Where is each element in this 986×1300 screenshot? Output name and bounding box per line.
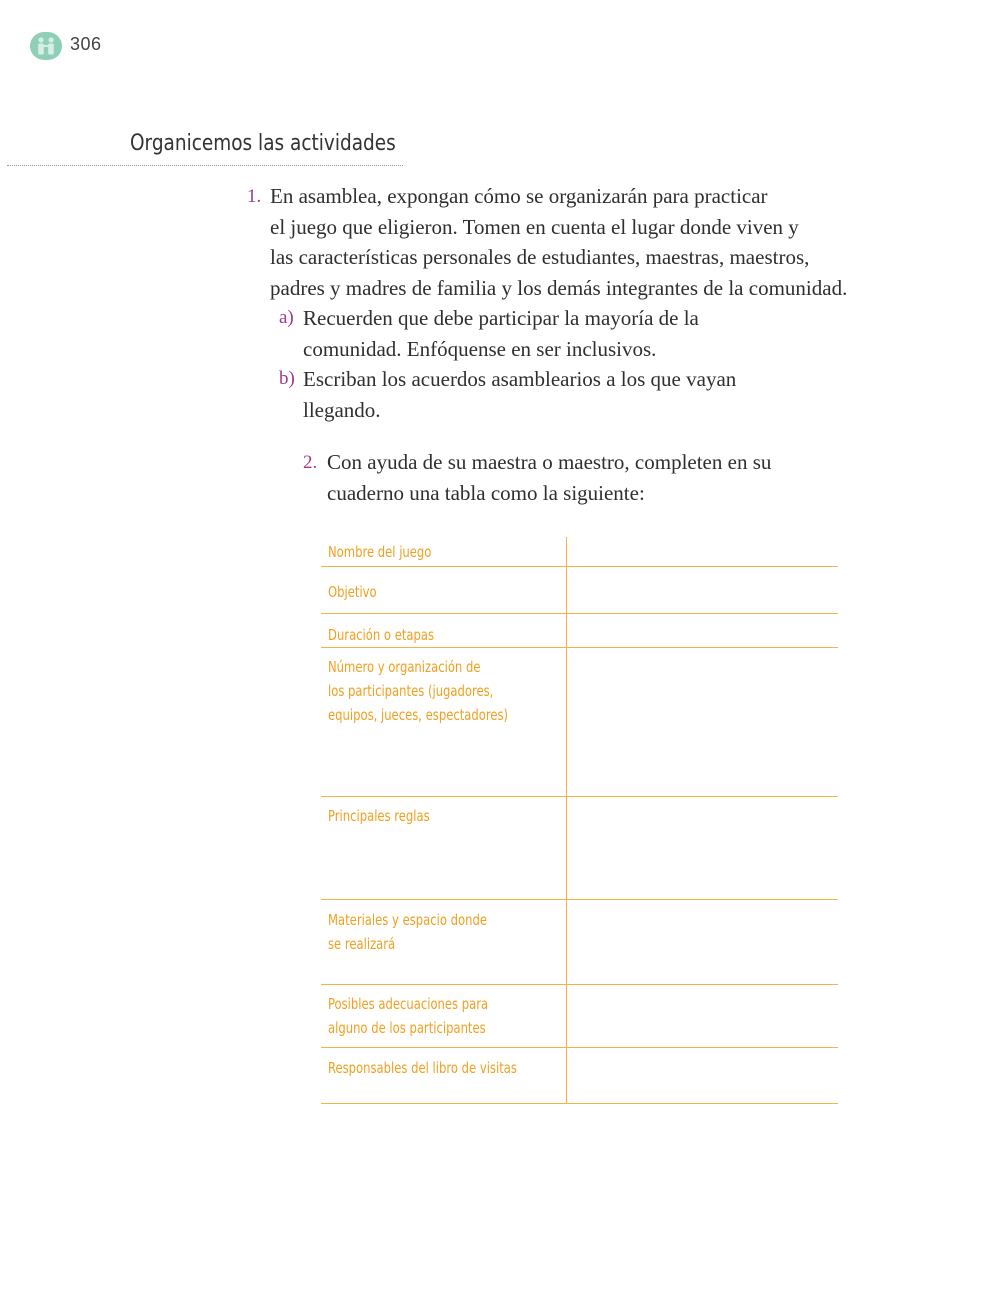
table-row-divider xyxy=(321,899,838,900)
row-label-line: Duración o etapas xyxy=(328,626,435,644)
row-label-line: Materiales y espacio donde xyxy=(328,911,487,929)
item-text-line: Con ayuda de su maestra o maestro, completen en su xyxy=(327,450,772,474)
item-text-line: cuaderno una tabla como la siguiente: xyxy=(327,480,645,505)
table-row-divider xyxy=(321,613,838,614)
title-divider xyxy=(7,165,403,166)
item-text-line: En asamblea, expongan cómo se organizarán para practicar xyxy=(270,184,768,208)
instruction-item-1 xyxy=(247,181,887,425)
row-label-nombre-del-juego xyxy=(328,540,556,564)
table-row-divider xyxy=(321,796,838,797)
row-label-line: Objetivo xyxy=(328,583,377,601)
row-label-line: Responsables del libro de visitas xyxy=(328,1059,517,1077)
subitem-b xyxy=(279,364,887,425)
instruction-item-2 xyxy=(303,447,823,508)
row-label-line: Posibles adecuaciones para xyxy=(328,995,489,1013)
item-number: 2. xyxy=(303,452,318,473)
table-column-divider xyxy=(566,537,567,1104)
people-icon xyxy=(35,36,57,56)
row-label-duracion xyxy=(328,623,556,647)
table-row-divider xyxy=(321,647,838,648)
row-label-adecuaciones xyxy=(328,992,556,1040)
page-number: 306 xyxy=(70,34,102,54)
subitem-letter: a) xyxy=(279,307,294,328)
item-number: 1. xyxy=(247,186,262,207)
subitem-a xyxy=(279,303,887,364)
table-row-divider xyxy=(321,984,838,985)
subitem-text-line: Recuerden que debe participar la mayoría de la xyxy=(303,306,699,330)
row-label-reglas xyxy=(328,804,556,828)
row-label-line: Nombre del juego xyxy=(328,543,432,561)
row-label-responsables xyxy=(328,1056,556,1080)
row-label-line: Principales reglas xyxy=(328,807,430,825)
subitem-text-line: llegando. xyxy=(303,397,381,422)
row-label-line: Número y organización de xyxy=(328,658,481,676)
item-text-line: las características personales de estudiantes, maestras, maestros, xyxy=(270,245,810,269)
row-label-line: alguno de los participantes xyxy=(328,1019,486,1037)
table-row-divider xyxy=(321,566,838,567)
item-text-line: padres y madres de familia y los demás integrantes de la comunidad. xyxy=(270,275,848,300)
item-text-line: el juego que eligieron. Tomen en cuenta el lugar donde viven y xyxy=(270,214,799,239)
row-label-line: los participantes (jugadores, xyxy=(328,682,494,700)
page-badge xyxy=(30,32,62,60)
subitem-letter: b) xyxy=(279,368,295,389)
table-row-divider xyxy=(321,1047,838,1048)
row-label-line: equipos, jueces, espectadores) xyxy=(328,706,509,724)
section-title: Organicemos las actividades xyxy=(130,131,396,156)
row-label-materiales xyxy=(328,908,556,956)
row-label-participantes xyxy=(328,655,556,727)
subitem-text-line: Escriban los acuerdos asamblearios a los que vayan xyxy=(303,367,737,391)
row-label-line: se realizará xyxy=(328,935,396,953)
subitem-text-line: comunidad. Enfóquense en ser inclusivos. xyxy=(303,336,657,361)
row-label-objetivo xyxy=(328,580,556,604)
table-bottom-border xyxy=(321,1103,838,1104)
